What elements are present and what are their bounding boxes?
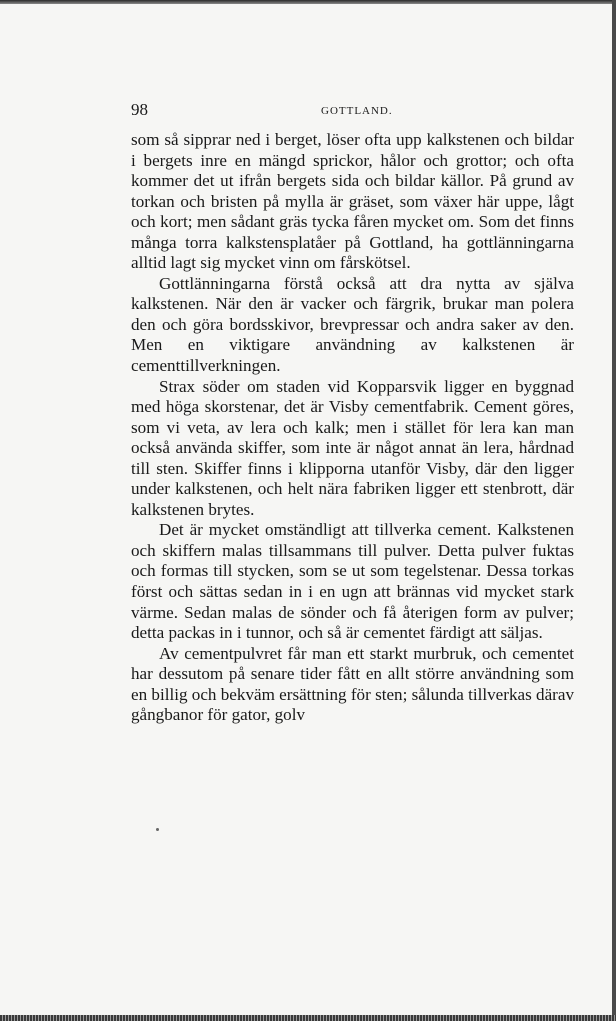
paragraph: Av cementpulvret får man ett starkt murbruk, och cementet har dessutom på senare tider fått en allt större användning som en billig och bekväm ersättning för sten; sålunda tillverkas därav gångbanor för gator, golv bbox=[131, 643, 574, 725]
running-title: GOTTLAND. bbox=[321, 105, 393, 117]
paragraph: Det är mycket omständligt att tillverka cement. Kalkstenen och skiffern malas tillsammans till pulver. Detta pulver fuktas och formas till stycken, som se ut som tegelstenar. Dessa torkas först och sättas sedan in i en ugn att brännas vid mycket stark värme. Sedan malas de sönder och få återigen form av pulver; detta packas in i tunnor, och så är cementet färdigt att säljas. bbox=[131, 520, 574, 643]
scan-bottom-edge bbox=[0, 1015, 616, 1021]
paragraph-continued: som så sipprar ned i berget, löser ofta upp kalkstenen och bildar i bergets inre en mängd sprickor, hålor och grottor; och ofta kommer det ut ifrån bergets sida och bildar källor. På grund av torkan och bristen på mylla är gräset, som växer här uppe, lågt och kort; men sådant gräs tycka fåren mycket om. Som det finns många torra kalkstensplatåer på Gottland, ha gottlänningarna alltid lagt sig mycket vinn om fårskötsel. bbox=[131, 130, 574, 273]
page-number: 98 bbox=[131, 100, 148, 119]
paragraph: Strax söder om staden vid Kopparsvik ligger en byggnad med höga skorstenar, det är Visby cementfabrik. Cement göres, som vi veta, av lera och kalk; men i stället för lera kan man också använda skiffer, som inte är något annat än lera, hårdnad till sten. Skiffer finns i klipporna utanför Visby, där den ligger under kalkstenen, och helt nära fabriken ligger ett stenbrott, där kalkstenen brytes. bbox=[131, 376, 574, 519]
scan-speck bbox=[156, 828, 159, 831]
body-text bbox=[131, 130, 574, 726]
page-header bbox=[128, 100, 578, 122]
scan-right-edge bbox=[612, 0, 616, 1021]
scan-top-edge bbox=[0, 0, 616, 4]
paragraph: Gottlänningarna förstå också att dra nytta av själva kalkstenen. När den är vacker och färgrik, brukar man polera den och göra bordsskivor, brevpressar och andra saker av den. Men en viktigare användning av kalkstenen är cementtillverkningen. bbox=[131, 273, 574, 376]
